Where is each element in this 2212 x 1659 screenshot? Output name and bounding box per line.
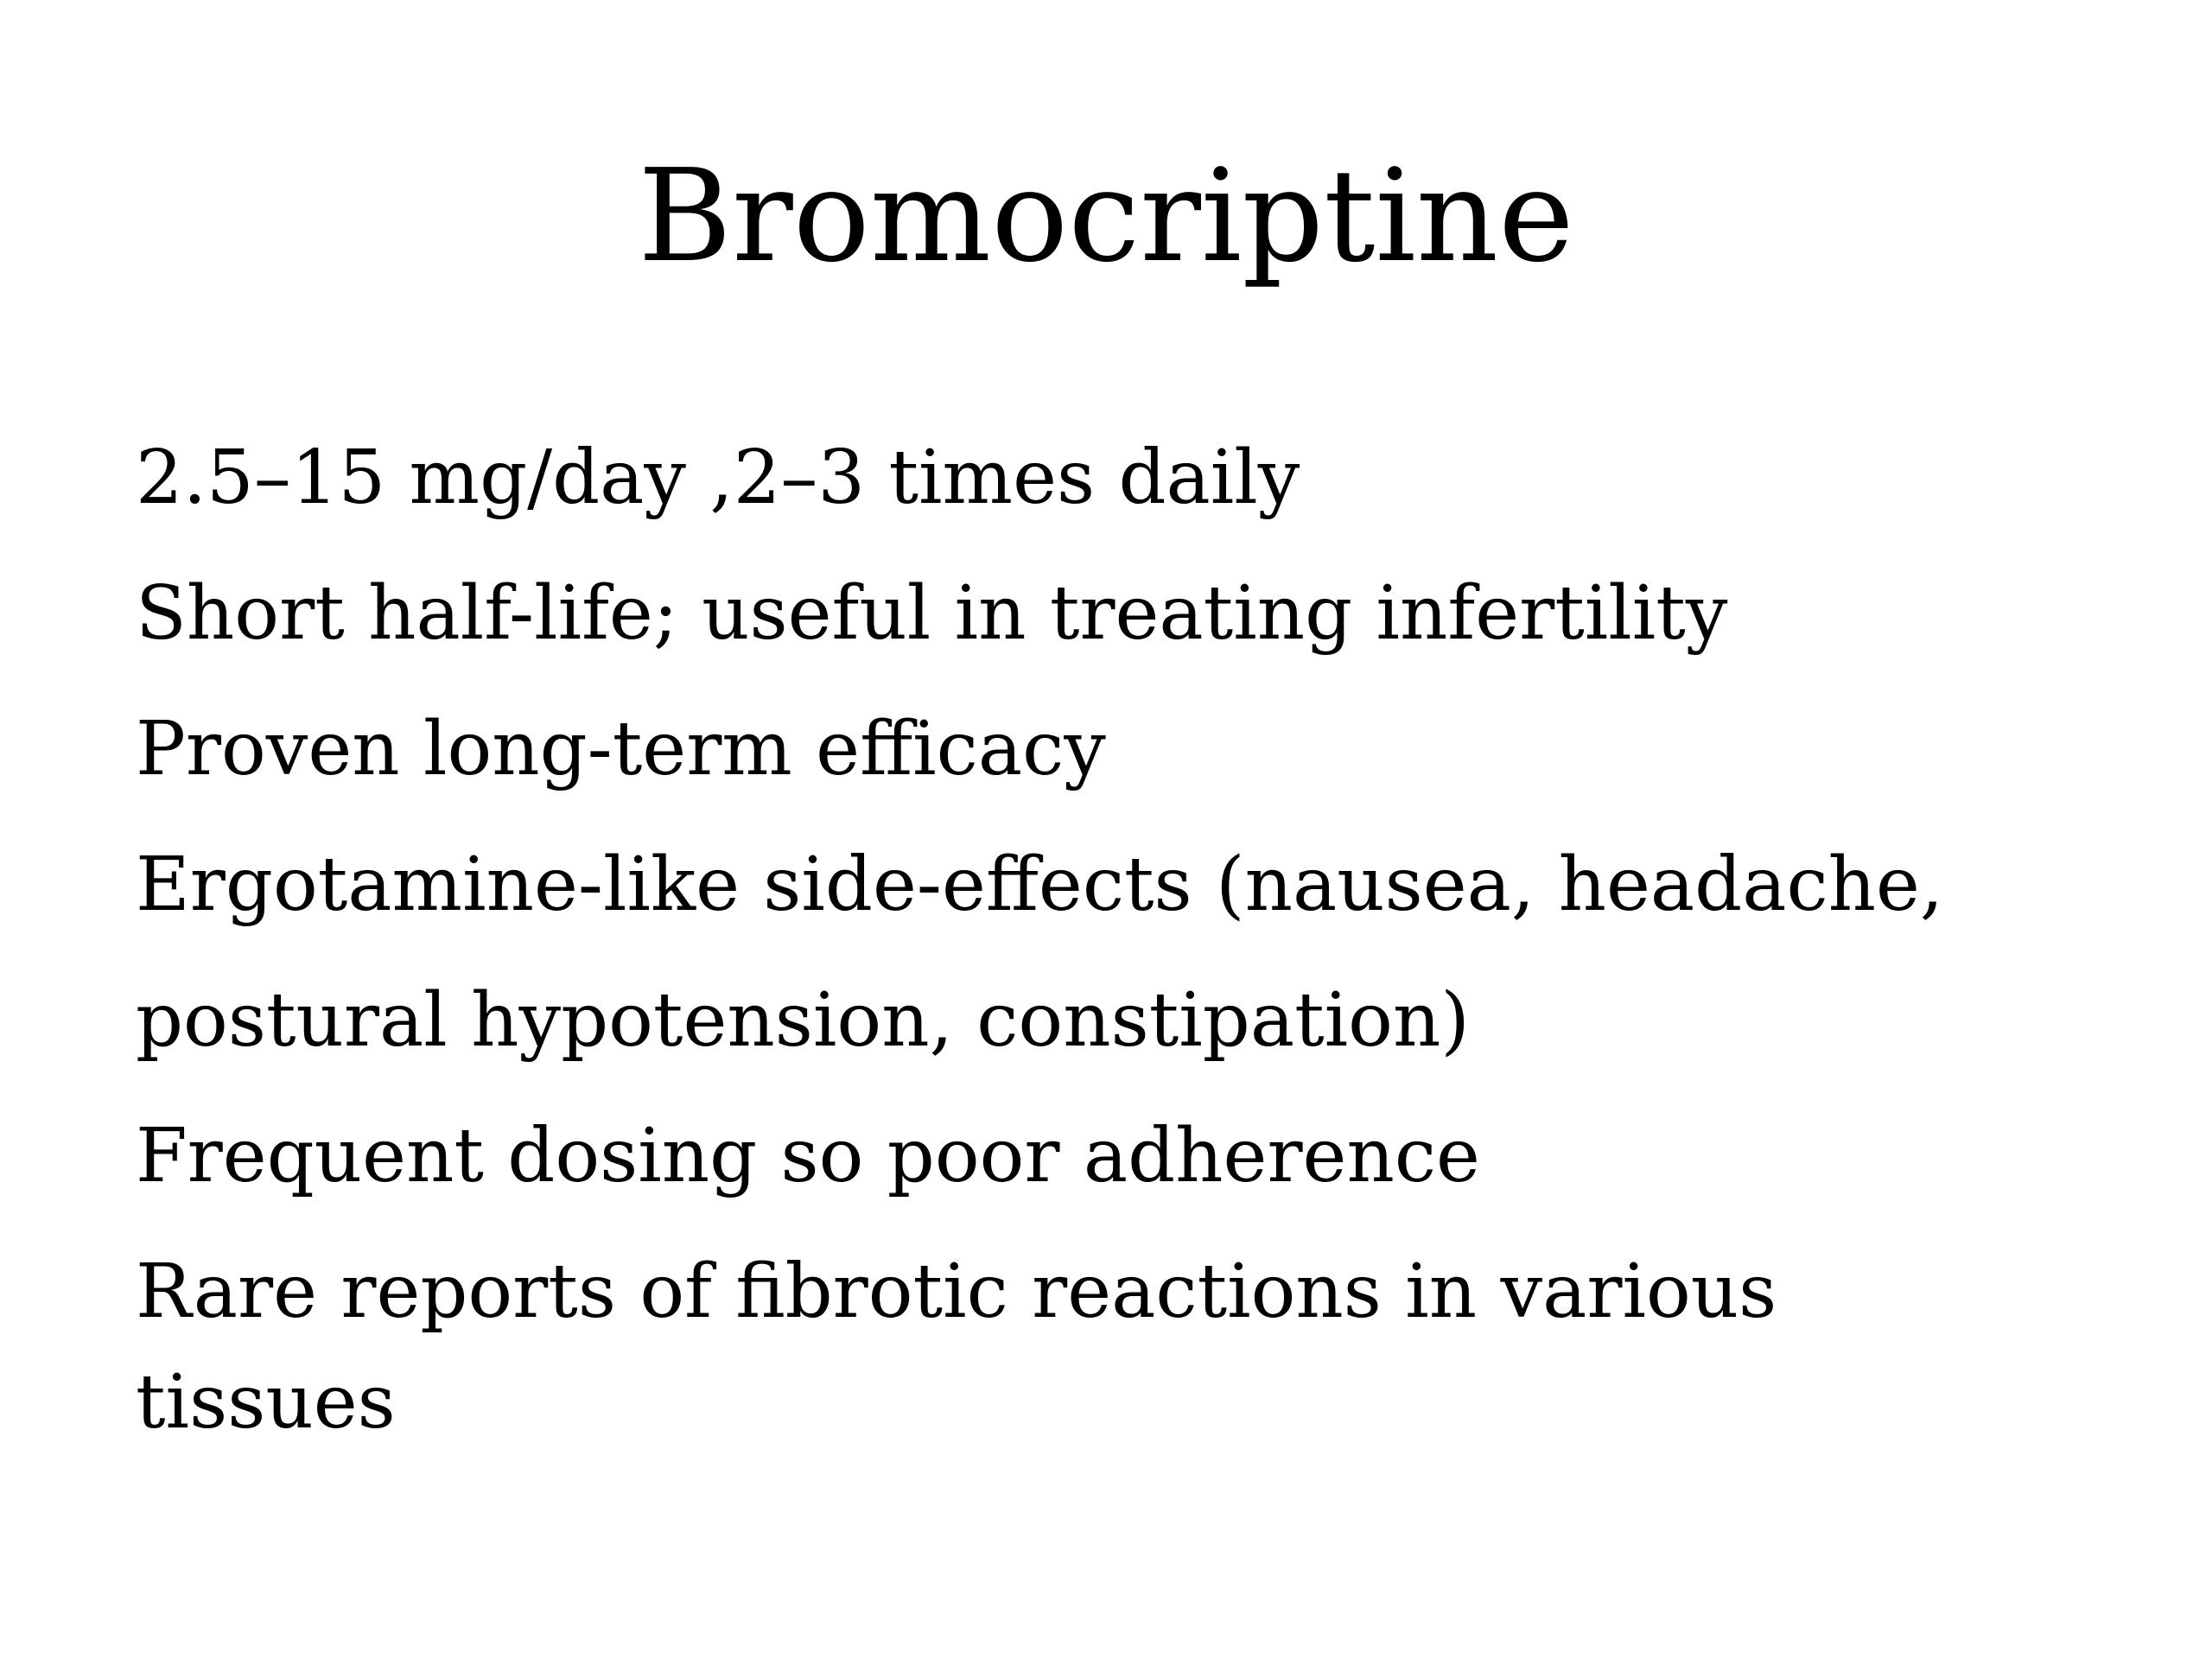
bullet-side-effects-continued: postural hypotension, constipation) [136,977,1470,1064]
slide-bullet-list [136,410,2080,1458]
bullet-efficacy: Proven long-term efficacy [136,706,1106,792]
slide-title: Bromocriptine [638,142,1574,290]
bullet-half-life: Short half-life; useful in treating infertility [136,570,1728,657]
bullet-side-effects: Ergotamine-like side-effects (nausea, headache, [136,842,1944,928]
bullet-adherence: Frequent dosing so poor adherence [136,1113,1480,1199]
bullet-fibrotic-reactions: Rare reports of fibrotic reactions in various tissues [136,1249,1777,1446]
bullet-dosage: 2.5–15 mg/day ,2–3 times daily [136,435,1300,521]
